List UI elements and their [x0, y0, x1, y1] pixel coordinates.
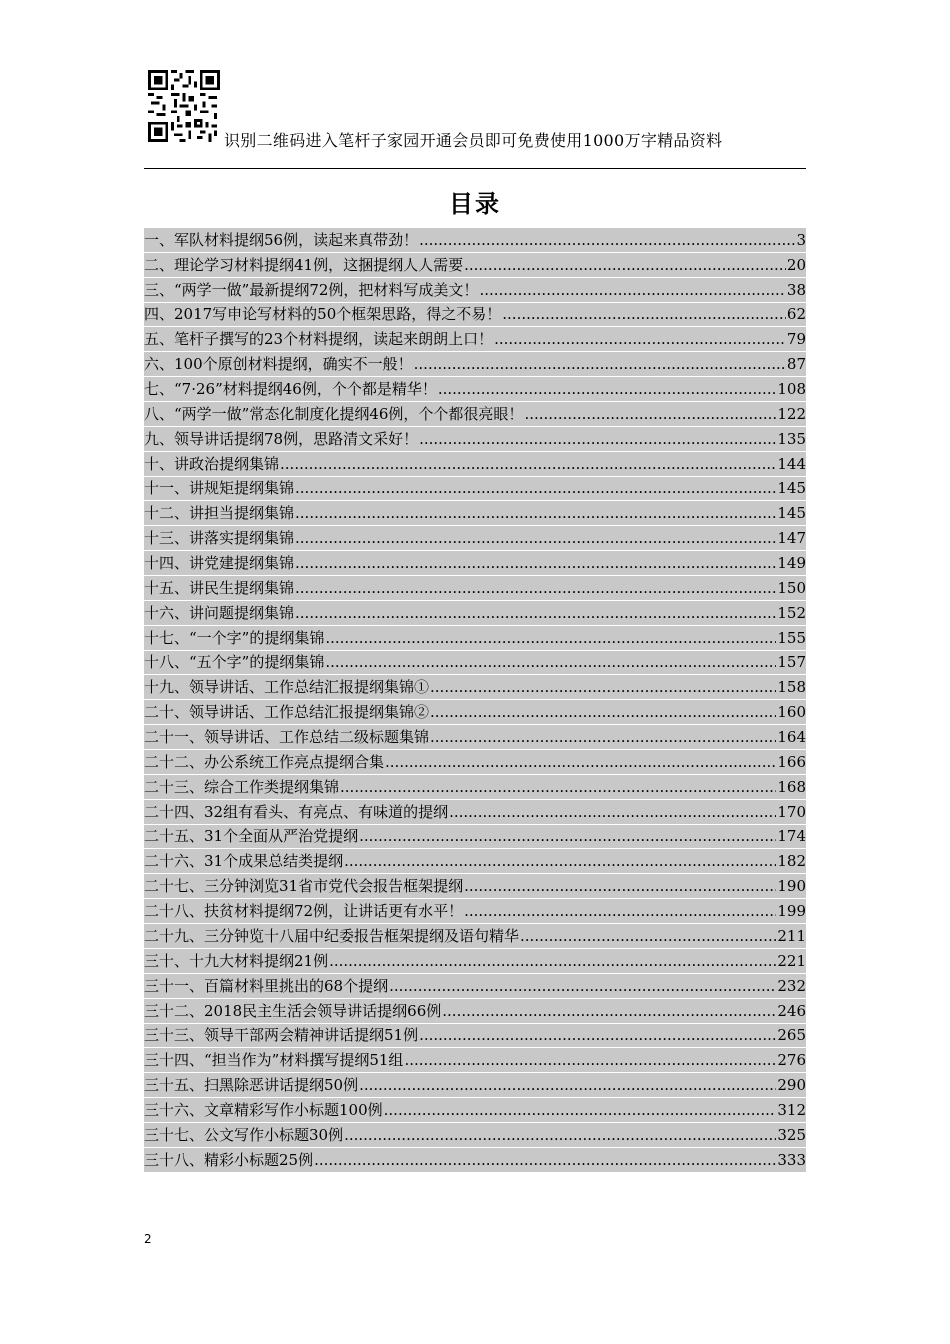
- toc-dot-leader: [295, 503, 776, 523]
- toc-entry-title: 三十八、精彩小标题25例: [144, 1150, 314, 1169]
- toc-entry[interactable]: [144, 750, 806, 775]
- toc-dot-leader: [280, 454, 776, 474]
- toc-entry-title: 二十五、31个全面从严治党提纲: [144, 827, 359, 846]
- toc-entry-page: 164: [777, 728, 806, 747]
- toc-dot-leader: [479, 280, 785, 300]
- toc-entry[interactable]: [144, 377, 806, 402]
- toc-dot-leader: [384, 1100, 777, 1120]
- toc-entry-title: 十八、“五个字”的提纲集锦: [144, 653, 325, 672]
- toc-entry-title: 三十五、扫黑除恶讲话提纲50例: [144, 1076, 359, 1095]
- toc-entry[interactable]: [144, 999, 806, 1024]
- toc-entry-title: 三十六、文章精彩写作小标题100例: [144, 1100, 383, 1119]
- toc-entry[interactable]: [144, 949, 806, 974]
- toc-entry-page: 312: [777, 1100, 806, 1119]
- toc-dot-leader: [295, 553, 776, 573]
- toc-dot-leader: [430, 727, 776, 747]
- toc-entry-page: 145: [777, 479, 806, 498]
- toc-entry-page: 333: [777, 1150, 806, 1169]
- toc-entry[interactable]: [144, 800, 806, 825]
- toc-entry[interactable]: [144, 1073, 806, 1098]
- toc-entry-title: 十、讲政治提纲集锦: [144, 454, 280, 473]
- toc-entry-page: 170: [777, 802, 806, 821]
- toc-entry[interactable]: [144, 626, 806, 651]
- toc-entry[interactable]: [144, 303, 806, 328]
- toc-entry-page: 20: [786, 255, 806, 274]
- toc-dot-leader: [449, 802, 776, 822]
- toc-entry-page: 155: [777, 628, 806, 647]
- toc-entry-title: 七、“7·26”材料提纲46例，个个都是精华！: [144, 380, 437, 399]
- toc-entry-page: 108: [777, 380, 806, 399]
- toc-entry[interactable]: [144, 1024, 806, 1049]
- toc-dot-leader: [295, 603, 776, 623]
- toc-entry-page: 199: [777, 902, 806, 921]
- toc-dot-leader: [314, 1150, 776, 1170]
- toc-entry-title: 十七、“一个字”的提纲集锦: [144, 628, 325, 647]
- toc-dot-leader: [442, 1001, 776, 1021]
- toc-entry-title: 二十、领导讲话、工作总结汇报提纲集锦②: [144, 703, 430, 722]
- toc-entry[interactable]: [144, 1098, 806, 1123]
- toc-entry[interactable]: [144, 501, 806, 526]
- toc-entry-page: 166: [777, 752, 806, 771]
- toc-entry-page: 160: [777, 703, 806, 722]
- page-title: 目录: [449, 189, 501, 218]
- toc-entry[interactable]: [144, 402, 806, 427]
- toc-dot-leader: [438, 379, 777, 399]
- toc-entry-page: 211: [777, 926, 806, 945]
- toc-entry-title: 二十三、综合工作类提纲集锦: [144, 777, 340, 796]
- toc-entry-title: 六、100个原创材料提纲，确实不一般！: [144, 355, 413, 374]
- toc-entry-title: 九、领导讲话提纲78例，思路清文采好！: [144, 429, 419, 448]
- toc-entry[interactable]: [144, 700, 806, 725]
- toc-entry[interactable]: [144, 1123, 806, 1148]
- toc-entry[interactable]: [144, 551, 806, 576]
- toc-entry-page: 168: [777, 777, 806, 796]
- toc-entry[interactable]: [144, 601, 806, 626]
- toc-dot-leader: [419, 230, 795, 250]
- toc-entry[interactable]: [144, 1148, 806, 1173]
- toc-dot-leader: [295, 478, 776, 498]
- toc-entry[interactable]: [144, 974, 806, 999]
- toc-entry-title: 二十二、办公系统工作亮点提纲合集: [144, 752, 385, 771]
- page-number: 2: [144, 1232, 152, 1246]
- toc-entry-title: 二十一、领导讲话、工作总结二级标题集锦: [144, 728, 430, 747]
- toc-entry[interactable]: [144, 924, 806, 949]
- toc-entry[interactable]: [144, 725, 806, 750]
- toc-entry[interactable]: [144, 477, 806, 502]
- toc-entry-title: 十三、讲落实提纲集锦: [144, 529, 295, 548]
- toc-entry-page: 135: [777, 429, 806, 448]
- toc-entry-page: 3: [796, 230, 806, 249]
- toc-entry-title: 一、军队材料提纲56例，读起来真带劲！: [144, 230, 419, 249]
- toc-dot-leader: [325, 652, 776, 672]
- toc-dot-leader: [464, 901, 776, 921]
- toc-dot-leader: [389, 976, 776, 996]
- toc-entry-title: 三十、十九大材料提纲21例: [144, 951, 329, 970]
- toc-dot-leader: [502, 304, 786, 324]
- toc-entry-page: 87: [786, 355, 806, 374]
- toc-entry-page: 276: [777, 1051, 806, 1070]
- toc-entry-page: 145: [777, 504, 806, 523]
- toc-entry-page: 144: [777, 454, 806, 473]
- toc-entry[interactable]: [144, 849, 806, 874]
- toc-entry-page: 147: [777, 529, 806, 548]
- toc-entry-title: 三十四、“担当作为”材料撰写提纲51组: [144, 1051, 404, 1070]
- toc-entry-page: 190: [777, 877, 806, 896]
- toc-entry-title: 二、理论学习材料提纲41例，这捆提纲人人需要: [144, 255, 464, 274]
- toc-dot-leader: [325, 628, 776, 648]
- toc-entry-page: 232: [777, 976, 806, 995]
- toc-entry-page: 325: [777, 1125, 806, 1144]
- toc-entry-title: 二十六、31个成果总结类提纲: [144, 852, 344, 871]
- header-promo-text: 识别二维码进入笔杆子家园开通会员即可免费使用1000万字精品资料: [224, 131, 723, 150]
- toc-entry[interactable]: [144, 228, 806, 253]
- toc-entry-page: 246: [777, 1001, 806, 1020]
- toc-entry[interactable]: [144, 427, 806, 452]
- toc-entry-page: 38: [786, 280, 806, 299]
- toc-entry-title: 三十三、领导干部两会精神讲话提纲51例: [144, 1026, 419, 1045]
- toc-dot-leader: [430, 677, 776, 697]
- toc-entry-title: 十二、讲担当提纲集锦: [144, 504, 295, 523]
- toc-entry-title: 二十四、32组有看头、有亮点、有味道的提纲: [144, 802, 449, 821]
- toc-entry[interactable]: [144, 825, 806, 850]
- toc-entry-title: 十一、讲规矩提纲集锦: [144, 479, 295, 498]
- toc-dot-leader: [359, 826, 776, 846]
- toc-entry-page: 290: [777, 1076, 806, 1095]
- toc-dot-leader: [430, 702, 776, 722]
- toc-entry-page: 157: [777, 653, 806, 672]
- toc-entry[interactable]: [144, 1048, 806, 1073]
- toc-dot-leader: [464, 876, 776, 896]
- toc-entry[interactable]: [144, 327, 806, 352]
- toc-dot-leader: [344, 851, 776, 871]
- toc-dot-leader: [419, 1025, 776, 1045]
- toc-entry-title: 五、笔杆子撰写的23个材料提纲，读起来朗朗上口！: [144, 330, 494, 349]
- toc-entry-page: 79: [786, 330, 806, 349]
- toc-entry[interactable]: [144, 675, 806, 700]
- toc-entry-title: 三十一、百篇材料里挑出的68个提纲: [144, 976, 389, 995]
- toc-entry-title: 十五、讲民生提纲集锦: [144, 578, 295, 597]
- toc-entry[interactable]: [144, 526, 806, 551]
- toc-dot-leader: [414, 354, 786, 374]
- toc-entry-title: 十九、领导讲话、工作总结汇报提纲集锦①: [144, 678, 430, 697]
- toc-dot-leader: [295, 528, 776, 548]
- toc-entry-title: 二十九、三分钟览十八届中纪委报告框架提纲及语句精华: [144, 926, 520, 945]
- toc-entry-title: 八、“两学一做”常态化制度化提纲46例，个个都很亮眼！: [144, 404, 524, 423]
- toc-dot-leader: [295, 578, 776, 598]
- toc-entry-page: 122: [777, 404, 806, 423]
- toc-entry[interactable]: [144, 651, 806, 676]
- toc-dot-leader: [520, 926, 776, 946]
- toc-dot-leader: [340, 777, 776, 797]
- toc-entry-page: 62: [786, 305, 806, 324]
- toc-entry[interactable]: [144, 874, 806, 899]
- toc-entry-page: 152: [777, 603, 806, 622]
- toc-entry-title: 三十二、2018民主生活会领导讲话提纲66例: [144, 1001, 442, 1020]
- toc-entry-title: 二十八、扶贫材料提纲72例，让讲话更有水平！: [144, 902, 464, 921]
- toc-entry[interactable]: [144, 352, 806, 377]
- toc-entry-title: 三十七、公文写作小标题30例: [144, 1125, 344, 1144]
- toc-entry-page: 265: [777, 1026, 806, 1045]
- toc-dot-leader: [404, 1050, 776, 1070]
- toc-dot-leader: [385, 752, 776, 772]
- toc-entry-title: 三、“两学一做”最新提纲72例，把材料写成美文！: [144, 280, 479, 299]
- toc-dot-leader: [494, 329, 786, 349]
- toc-entry-page: 182: [777, 852, 806, 871]
- toc-entry[interactable]: [144, 452, 806, 477]
- toc-entry-page: 158: [777, 678, 806, 697]
- toc-entry-title: 二十七、三分钟浏览31省市党代会报告框架提纲: [144, 877, 464, 896]
- toc-dot-leader: [524, 404, 776, 424]
- qr-code-icon: [148, 70, 220, 142]
- toc-entry[interactable]: [144, 278, 806, 303]
- toc-entry[interactable]: [144, 576, 806, 601]
- toc-dot-leader: [419, 429, 776, 449]
- toc-entry-page: 150: [777, 578, 806, 597]
- toc-dot-leader: [464, 255, 786, 275]
- toc-entry-page: 174: [777, 827, 806, 846]
- toc-dot-leader: [344, 1125, 776, 1145]
- toc-entry-title: 四、2017写申论写材料的50个框架思路，得之不易！: [144, 305, 502, 324]
- toc-entry-page: 221: [777, 951, 806, 970]
- toc-entry[interactable]: [144, 899, 806, 924]
- table-of-contents: [144, 228, 806, 1173]
- toc-entry-title: 十四、讲党建提纲集锦: [144, 554, 295, 573]
- toc-dot-leader: [359, 1075, 776, 1095]
- toc-entry[interactable]: [144, 253, 806, 278]
- toc-entry[interactable]: [144, 775, 806, 800]
- toc-entry-title: 十六、讲问题提纲集锦: [144, 603, 295, 622]
- header-divider: [144, 168, 806, 169]
- toc-entry-page: 149: [777, 554, 806, 573]
- toc-dot-leader: [329, 951, 776, 971]
